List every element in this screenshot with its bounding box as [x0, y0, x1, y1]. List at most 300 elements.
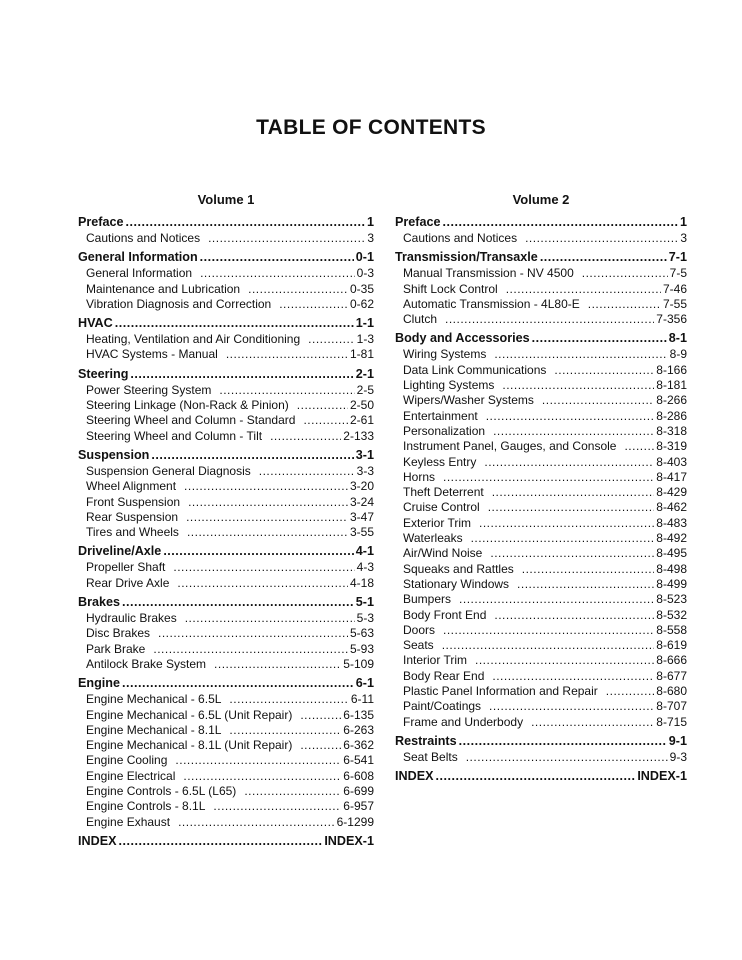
page-number: 8-498 [656, 561, 687, 576]
section-heading-entry[interactable] [395, 733, 687, 750]
dot-leader [183, 769, 341, 784]
entry-title: Personalization [403, 423, 486, 438]
dot-leader [540, 249, 667, 266]
toc-section [78, 214, 374, 246]
toc-entry[interactable] [395, 577, 687, 592]
volume-heading: Volume 2 [512, 192, 570, 207]
toc-entry[interactable] [395, 378, 687, 393]
toc-section [395, 214, 687, 246]
section-heading-entry[interactable] [395, 214, 687, 231]
entry-title: Theft Deterrent [403, 485, 484, 500]
dot-leader [471, 531, 655, 546]
page-number: 8-483 [656, 515, 687, 530]
toc-entry[interactable] [395, 347, 687, 362]
dot-leader [173, 560, 354, 575]
page-number: 3-55 [349, 525, 374, 540]
dot-leader [303, 413, 348, 428]
page-number: 8-492 [656, 531, 687, 546]
page-number: 1-81 [349, 347, 374, 362]
toc-entry[interactable] [395, 531, 687, 546]
dot-leader [582, 266, 668, 281]
toc-entry[interactable] [78, 495, 374, 510]
entry-title: Seat Belts [403, 749, 458, 764]
page-number: 3-24 [349, 494, 374, 509]
page-number: 8-558 [656, 622, 687, 637]
page-number: 6-135 [343, 707, 374, 722]
section-title: Brakes [78, 595, 121, 610]
toc-entry[interactable] [78, 231, 374, 246]
entry-title: Park Brake [86, 641, 146, 656]
entry-title: Engine Cooling [86, 753, 168, 768]
entry-title: Stationary Windows [403, 576, 510, 591]
entry-title: Engine Mechanical - 6.5L (Unit Repair) [86, 707, 293, 722]
page-number: 6-1299 [336, 814, 374, 829]
entry-title: General Information [86, 266, 193, 281]
page-number: 0-1 [355, 250, 374, 265]
page-number: INDEX-1 [637, 769, 687, 784]
page-number: 1 [679, 215, 687, 229]
toc-entry[interactable] [395, 393, 687, 408]
entry-title: Automatic Transmission - 4L80-E [403, 296, 580, 311]
toc-entry[interactable] [78, 297, 374, 312]
page-number: 8-619 [656, 638, 687, 653]
dot-leader [214, 657, 341, 672]
section-heading-entry[interactable] [78, 594, 374, 611]
dot-leader [459, 592, 654, 607]
entry-title: Front Suspension [86, 494, 181, 509]
toc-entry[interactable] [78, 708, 374, 723]
toc-section [78, 833, 374, 850]
dot-leader [475, 653, 654, 668]
toc-entry[interactable] [78, 784, 374, 799]
dot-leader [186, 510, 348, 525]
page-number: INDEX-1 [324, 833, 374, 848]
entry-title: Engine Exhaust [86, 814, 171, 829]
toc-entry[interactable] [395, 623, 687, 638]
toc-entry[interactable] [395, 684, 687, 699]
toc-entry[interactable] [78, 723, 374, 738]
dot-leader [200, 266, 355, 281]
page-number: 6-362 [343, 738, 374, 753]
page-number: 8-9 [669, 347, 687, 362]
toc-entry[interactable] [78, 626, 374, 641]
page-number: 8-319 [656, 439, 687, 454]
section-heading-entry[interactable] [395, 330, 687, 347]
page-number: 9-3 [669, 749, 687, 764]
dot-leader [532, 330, 667, 347]
toc-section [78, 675, 374, 830]
entry-title: Steering Linkage (Non-Rack & Pinion) [86, 398, 289, 413]
dot-leader [177, 576, 348, 591]
toc-entry[interactable] [78, 753, 374, 768]
dot-leader [213, 799, 341, 814]
dot-leader [554, 363, 654, 378]
dot-leader [588, 297, 661, 312]
toc-entry[interactable] [78, 332, 374, 347]
toc-entry[interactable] [395, 653, 687, 668]
page-number: 0-35 [349, 281, 374, 296]
dot-leader [279, 297, 348, 312]
volume-heading: Volume 1 [197, 192, 255, 207]
toc-entry[interactable] [395, 424, 687, 439]
page-number: 3-3 [356, 463, 374, 478]
page-number: 5-1 [355, 595, 374, 610]
entry-title: HVAC Systems - Manual [86, 347, 218, 362]
toc-entry[interactable] [395, 669, 687, 684]
toc-section [78, 594, 374, 672]
entry-title: Steering Wheel and Column - Tilt [86, 428, 263, 443]
page-number: 4-18 [349, 575, 374, 590]
entry-title: Squeaks and Rattles [403, 561, 514, 576]
dot-leader [443, 214, 678, 231]
section-heading-entry[interactable] [78, 315, 374, 332]
entry-title: Disc Brakes [86, 626, 151, 641]
dot-leader [153, 642, 348, 657]
entry-title: Data Link Communications [403, 362, 547, 377]
dot-leader [226, 347, 348, 362]
dot-leader [606, 684, 655, 699]
section-title: General Information [78, 250, 198, 265]
dot-leader [445, 312, 654, 327]
page-number: 3-20 [349, 479, 374, 494]
page-number: 8-677 [656, 668, 687, 683]
page-number: 8-680 [656, 684, 687, 699]
dot-leader [484, 455, 654, 470]
page-number: 2-61 [349, 413, 374, 428]
section-title: Steering [78, 366, 129, 381]
dot-leader [126, 214, 365, 231]
toc-entry[interactable] [78, 413, 374, 428]
entry-title: Plastic Panel Information and Repair [403, 684, 598, 699]
entry-title: Doors [403, 622, 436, 637]
toc-section [78, 249, 374, 312]
page-number: 8-403 [656, 454, 687, 469]
dot-leader [178, 815, 335, 830]
page-number: 8-666 [656, 653, 687, 668]
page-number: 8-181 [656, 378, 687, 393]
toc-entry[interactable] [395, 699, 687, 714]
entry-title: Manual Transmission - NV 4500 [403, 266, 574, 281]
toc-section [78, 315, 374, 363]
toc-entry[interactable] [395, 297, 687, 312]
entry-title: Suspension General Diagnosis [86, 463, 251, 478]
entry-title: Engine Electrical [86, 768, 176, 783]
dot-leader [486, 409, 655, 424]
dot-leader [270, 429, 341, 444]
dot-leader [490, 546, 654, 561]
section-title: INDEX [78, 833, 117, 848]
page-number: 1-3 [356, 332, 374, 347]
toc-entry[interactable] [78, 642, 374, 657]
section-title: Engine [78, 676, 120, 691]
toc-entry[interactable] [395, 546, 687, 561]
dot-leader [229, 723, 341, 738]
page-number: 8-495 [656, 546, 687, 561]
toc-entry[interactable] [395, 516, 687, 531]
dot-leader [492, 485, 655, 500]
section-title: Restraints [395, 733, 457, 748]
entry-title: Power Steering System [86, 382, 212, 397]
page-number: 8-166 [656, 362, 687, 377]
entry-title: Heating, Ventilation and Air Conditioning [86, 332, 301, 347]
entry-title: Rear Suspension [86, 509, 179, 524]
toc-entry[interactable] [395, 715, 687, 730]
page-number: 3-47 [349, 509, 374, 524]
dot-leader [492, 669, 654, 684]
entry-title: Exterior Trim [403, 515, 472, 530]
entry-title: Horns [403, 469, 436, 484]
toc-entry[interactable] [78, 429, 374, 444]
section-heading-entry[interactable] [78, 366, 374, 383]
toc-entry[interactable] [78, 815, 374, 830]
entry-title: Shift Lock Control [403, 281, 498, 296]
page-number: 1 [366, 215, 374, 229]
toc-entry[interactable] [78, 576, 374, 591]
dot-leader [200, 249, 354, 266]
page-number: 5-93 [349, 641, 374, 656]
toc-entry[interactable] [395, 363, 687, 378]
dot-leader [506, 282, 661, 297]
page-number: 6-11 [350, 692, 374, 707]
dot-leader [531, 715, 654, 730]
page-number: 5-3 [356, 611, 374, 626]
page-number: 2-133 [343, 428, 374, 443]
page-number: 0-62 [349, 296, 374, 311]
toc-entry[interactable] [395, 312, 687, 327]
toc-entry[interactable] [78, 383, 374, 398]
toc-entry[interactable] [78, 692, 374, 707]
section-title: Preface [78, 215, 124, 229]
dot-leader [443, 623, 654, 638]
entry-title: Engine Controls - 6.5L (L65) [86, 784, 237, 799]
page-number: 4-1 [355, 544, 374, 559]
entry-title: Bumpers [403, 592, 452, 607]
section-title: Transmission/Transaxle [395, 250, 538, 265]
toc-entry[interactable] [395, 409, 687, 424]
toc-entry[interactable] [78, 398, 374, 413]
toc-entry[interactable] [78, 464, 374, 479]
dot-leader [466, 750, 668, 765]
toc-entry[interactable] [395, 750, 687, 765]
dot-leader [494, 347, 667, 362]
toc-entry[interactable] [78, 525, 374, 540]
toc-entry[interactable] [395, 485, 687, 500]
entry-title: Vibration Diagnosis and Correction [86, 296, 272, 311]
toc-entries [395, 214, 687, 785]
dot-leader [525, 231, 678, 246]
page-number: 5-109 [343, 656, 374, 671]
entry-title: Maintenance and Lubrication [86, 281, 241, 296]
page-number: 8-715 [656, 714, 687, 729]
toc-entry[interactable] [78, 347, 374, 362]
page-number: 8-499 [656, 576, 687, 591]
section-title: Driveline/Axle [78, 544, 162, 559]
dot-leader [442, 638, 655, 653]
toc-section [395, 249, 687, 327]
dot-leader [502, 378, 654, 393]
dot-leader [151, 447, 353, 464]
toc-entry[interactable] [78, 560, 374, 575]
page-number: 5-63 [349, 626, 374, 641]
section-heading-entry[interactable] [395, 249, 687, 266]
entry-title: Steering Wheel and Column - Standard [86, 413, 296, 428]
page-title: TABLE OF CONTENTS [256, 116, 486, 139]
toc-section [78, 366, 374, 444]
dot-leader [122, 675, 354, 692]
toc-entry[interactable] [78, 479, 374, 494]
toc-entry[interactable] [78, 282, 374, 297]
toc-entry[interactable] [395, 592, 687, 607]
section-title: HVAC [78, 316, 113, 331]
dot-leader [188, 495, 348, 510]
page-number: 8-532 [656, 607, 687, 622]
entry-title: Air/Wind Noise [403, 546, 483, 561]
page-number: 9-1 [668, 733, 687, 748]
entry-title: Paint/Coatings [403, 699, 482, 714]
toc-section [395, 768, 687, 785]
entry-title: Entertainment [403, 408, 478, 423]
toc-entry[interactable] [78, 738, 374, 753]
page-number: 8-462 [656, 500, 687, 515]
entry-title: Wiring Systems [403, 347, 487, 362]
page-number: 4-3 [356, 560, 374, 575]
section-title: INDEX [395, 769, 434, 784]
toc-entry[interactable] [395, 439, 687, 454]
page-number: 1-1 [355, 316, 374, 331]
dot-leader [624, 439, 654, 454]
toc-entry[interactable] [395, 608, 687, 623]
toc-entry[interactable] [78, 510, 374, 525]
entry-title: Waterleaks [403, 531, 463, 546]
toc-entry[interactable] [395, 455, 687, 470]
page-number: 8-318 [656, 423, 687, 438]
entry-title: Engine Controls - 8.1L [86, 799, 206, 814]
dot-leader [300, 708, 341, 723]
toc-section [395, 330, 687, 729]
dot-leader [229, 692, 348, 707]
entry-title: Cautions and Notices [86, 231, 201, 245]
dot-leader [517, 577, 654, 592]
page-number: 7-356 [656, 312, 687, 327]
toc-entry[interactable] [395, 638, 687, 653]
page-number: 3-1 [355, 447, 374, 462]
page-number: 6-957 [343, 799, 374, 814]
dot-leader [436, 768, 636, 785]
toc-entry[interactable] [78, 657, 374, 672]
volume-1-column [78, 192, 374, 853]
page-number: 8-417 [656, 469, 687, 484]
page-number: 8-1 [668, 331, 687, 346]
page-number: 8-523 [656, 592, 687, 607]
section-heading-entry[interactable] [78, 447, 374, 464]
toc-entry[interactable] [395, 231, 687, 246]
toc-entry[interactable] [395, 500, 687, 515]
dot-leader [187, 525, 348, 540]
dot-leader [185, 611, 355, 626]
page-number: 6-541 [343, 753, 374, 768]
page-number: 7-1 [668, 250, 687, 265]
toc-entries [78, 214, 374, 850]
page-number: 2-1 [355, 366, 374, 381]
dot-leader [522, 562, 655, 577]
section-heading-entry[interactable] [78, 675, 374, 692]
section-heading-entry[interactable] [78, 543, 374, 560]
page-number: 7-46 [662, 281, 687, 296]
dot-leader [494, 608, 654, 623]
dot-leader [542, 393, 654, 408]
toc-entry[interactable] [395, 470, 687, 485]
dot-leader [119, 833, 323, 850]
dot-leader [163, 543, 353, 560]
entry-title: Body Rear End [403, 668, 485, 683]
page-number: 8-429 [656, 485, 687, 500]
dot-leader [175, 753, 341, 768]
dot-leader [488, 500, 655, 515]
entry-title: Frame and Underbody [403, 714, 524, 729]
entry-title: Engine Mechanical - 8.1L [86, 722, 222, 737]
toc-entry[interactable] [78, 799, 374, 814]
dot-leader [443, 470, 654, 485]
entry-title: Engine Mechanical - 6.5L [86, 692, 222, 707]
dot-leader [122, 594, 354, 611]
toc-section [78, 543, 374, 591]
dot-leader [130, 366, 353, 383]
page-number: 7-55 [662, 296, 687, 311]
page-number: 8-707 [656, 699, 687, 714]
toc-section [395, 733, 687, 765]
page-number: 8-286 [656, 408, 687, 423]
section-title: Suspension [78, 447, 150, 462]
section-heading-entry[interactable] [78, 833, 374, 850]
dot-leader [259, 464, 355, 479]
page-number: 6-608 [343, 768, 374, 783]
section-title: Preface [395, 215, 441, 229]
dot-leader [489, 699, 654, 714]
entry-title: Rear Drive Axle [86, 575, 170, 590]
entry-title: Wheel Alignment [86, 479, 177, 494]
dot-leader [297, 398, 348, 413]
entry-title: Propeller Shaft [86, 560, 166, 575]
toc-entry[interactable] [395, 266, 687, 281]
dot-leader [115, 315, 354, 332]
entry-title: Cruise Control [403, 500, 480, 515]
toc-entry[interactable] [395, 562, 687, 577]
page-number: 0-3 [356, 266, 374, 281]
toc-entry[interactable] [395, 282, 687, 297]
entry-title: Instrument Panel, Gauges, and Console [403, 439, 617, 454]
dot-leader [459, 733, 667, 750]
page-number: 7-5 [669, 266, 687, 281]
entry-title: Hydraulic Brakes [86, 611, 177, 626]
page-number: 6-1 [355, 676, 374, 691]
toc-entry[interactable] [78, 611, 374, 626]
section-heading-entry[interactable] [78, 249, 374, 266]
page-number: 8-266 [656, 393, 687, 408]
entry-title: Body Front End [403, 607, 487, 622]
dot-leader [219, 383, 354, 398]
entry-title: Cautions and Notices [403, 231, 518, 245]
entry-title: Wipers/Washer Systems [403, 393, 534, 408]
section-heading-entry[interactable] [395, 768, 687, 785]
dot-leader [493, 424, 654, 439]
entry-title: Interior Trim [403, 653, 468, 668]
dot-leader [158, 626, 348, 641]
toc-entry[interactable] [78, 266, 374, 281]
section-heading-entry[interactable] [78, 214, 374, 231]
page-number: 2-5 [356, 382, 374, 397]
toc-entry[interactable] [78, 769, 374, 784]
page-number: 6-699 [343, 784, 374, 799]
